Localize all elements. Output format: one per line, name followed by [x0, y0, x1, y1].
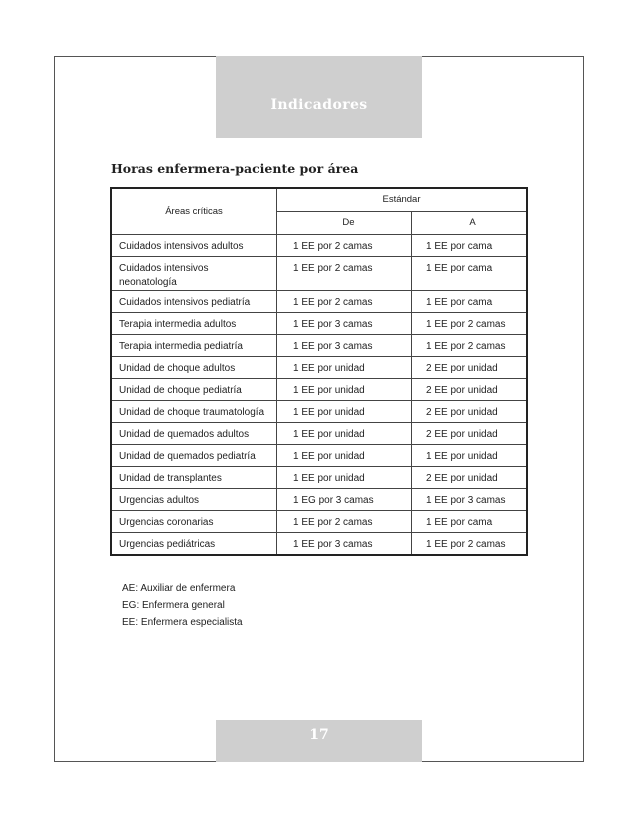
section-title: Horas enfermera-paciente por área [111, 161, 359, 176]
table-row [111, 313, 527, 335]
areas-header: Áreas críticas [111, 188, 277, 235]
area-cell: Unidad de choque pediatría [111, 379, 277, 401]
from-cell: 1 EE por 2 camas [277, 235, 412, 257]
from-cell: 1 EE por 2 camas [277, 511, 412, 533]
from-cell: 1 EE por unidad [277, 357, 412, 379]
from-cell: 1 EE por unidad [277, 423, 412, 445]
to-cell: 1 EE por cama [412, 291, 528, 313]
header-tab [216, 56, 422, 138]
to-cell: 1 EE por cama [412, 235, 528, 257]
table-row [111, 379, 527, 401]
area-cell: Urgencias coronarias [111, 511, 277, 533]
to-cell: 2 EE por unidad [412, 423, 528, 445]
area-cell: Unidad de transplantes [111, 467, 277, 489]
table-row [111, 235, 527, 257]
to-cell: 1 EE por 3 camas [412, 489, 528, 511]
area-cell: Unidad de quemados pediatría [111, 445, 277, 467]
legend-item: EG: Enfermera general [122, 600, 225, 611]
from-header: De [277, 212, 412, 235]
to-cell: 2 EE por unidad [412, 401, 528, 423]
from-cell: 1 EE por 3 camas [277, 335, 412, 357]
area-cell: Unidad de quemados adultos [111, 423, 277, 445]
from-cell: 1 EE por 2 camas [277, 291, 412, 313]
from-cell: 1 EE por 3 camas [277, 533, 412, 555]
from-cell: 1 EE por unidad [277, 445, 412, 467]
to-cell: 1 EE por 2 camas [412, 533, 528, 555]
standard-header: Estándar [277, 188, 528, 212]
from-cell: 1 EE por unidad [277, 467, 412, 489]
table-row [111, 291, 527, 313]
page-number: 17 [309, 727, 329, 743]
to-cell: 2 EE por unidad [412, 467, 528, 489]
area-cell: Cuidados intensivos pediatría [111, 291, 277, 313]
area-cell: Unidad de choque adultos [111, 357, 277, 379]
table-header-row [111, 188, 527, 212]
from-cell: 1 EE por 3 camas [277, 313, 412, 335]
footer-tab [216, 720, 422, 762]
to-cell: 2 EE por unidad [412, 379, 528, 401]
table-row [111, 533, 527, 555]
table-row [111, 335, 527, 357]
area-cell: Unidad de choque traumatología [111, 401, 277, 423]
standards-table [110, 187, 528, 556]
table-row [111, 489, 527, 511]
from-cell: 1 EE por unidad [277, 401, 412, 423]
to-cell: 1 EE por 2 camas [412, 313, 528, 335]
from-cell: 1 EE por unidad [277, 379, 412, 401]
table-row [111, 401, 527, 423]
table-row [111, 357, 527, 379]
area-cell: Urgencias pediátricas [111, 533, 277, 555]
abbreviations-legend [122, 580, 243, 631]
to-cell: 1 EE por 2 camas [412, 335, 528, 357]
legend-item: EE: Enfermera especialista [122, 617, 243, 628]
table-row [111, 467, 527, 489]
area-cell: Urgencias adultos [111, 489, 277, 511]
to-cell: 1 EE por unidad [412, 445, 528, 467]
from-cell: 1 EG por 3 camas [277, 489, 412, 511]
table-row [111, 423, 527, 445]
table-row [111, 445, 527, 467]
header-title: Indicadores [270, 97, 368, 113]
to-header: A [412, 212, 528, 235]
from-cell: 1 EE por 2 camas [277, 257, 412, 291]
area-cell: Cuidados intensivos neonatología [111, 257, 277, 291]
to-cell: 1 EE por cama [412, 257, 528, 291]
to-cell: 1 EE por cama [412, 511, 528, 533]
to-cell: 2 EE por unidad [412, 357, 528, 379]
table-row [111, 511, 527, 533]
table-row [111, 257, 527, 291]
area-cell: Cuidados intensivos adultos [111, 235, 277, 257]
legend-item: AE: Auxiliar de enfermera [122, 583, 236, 594]
area-cell: Terapia intermedia adultos [111, 313, 277, 335]
area-cell: Terapia intermedia pediatría [111, 335, 277, 357]
